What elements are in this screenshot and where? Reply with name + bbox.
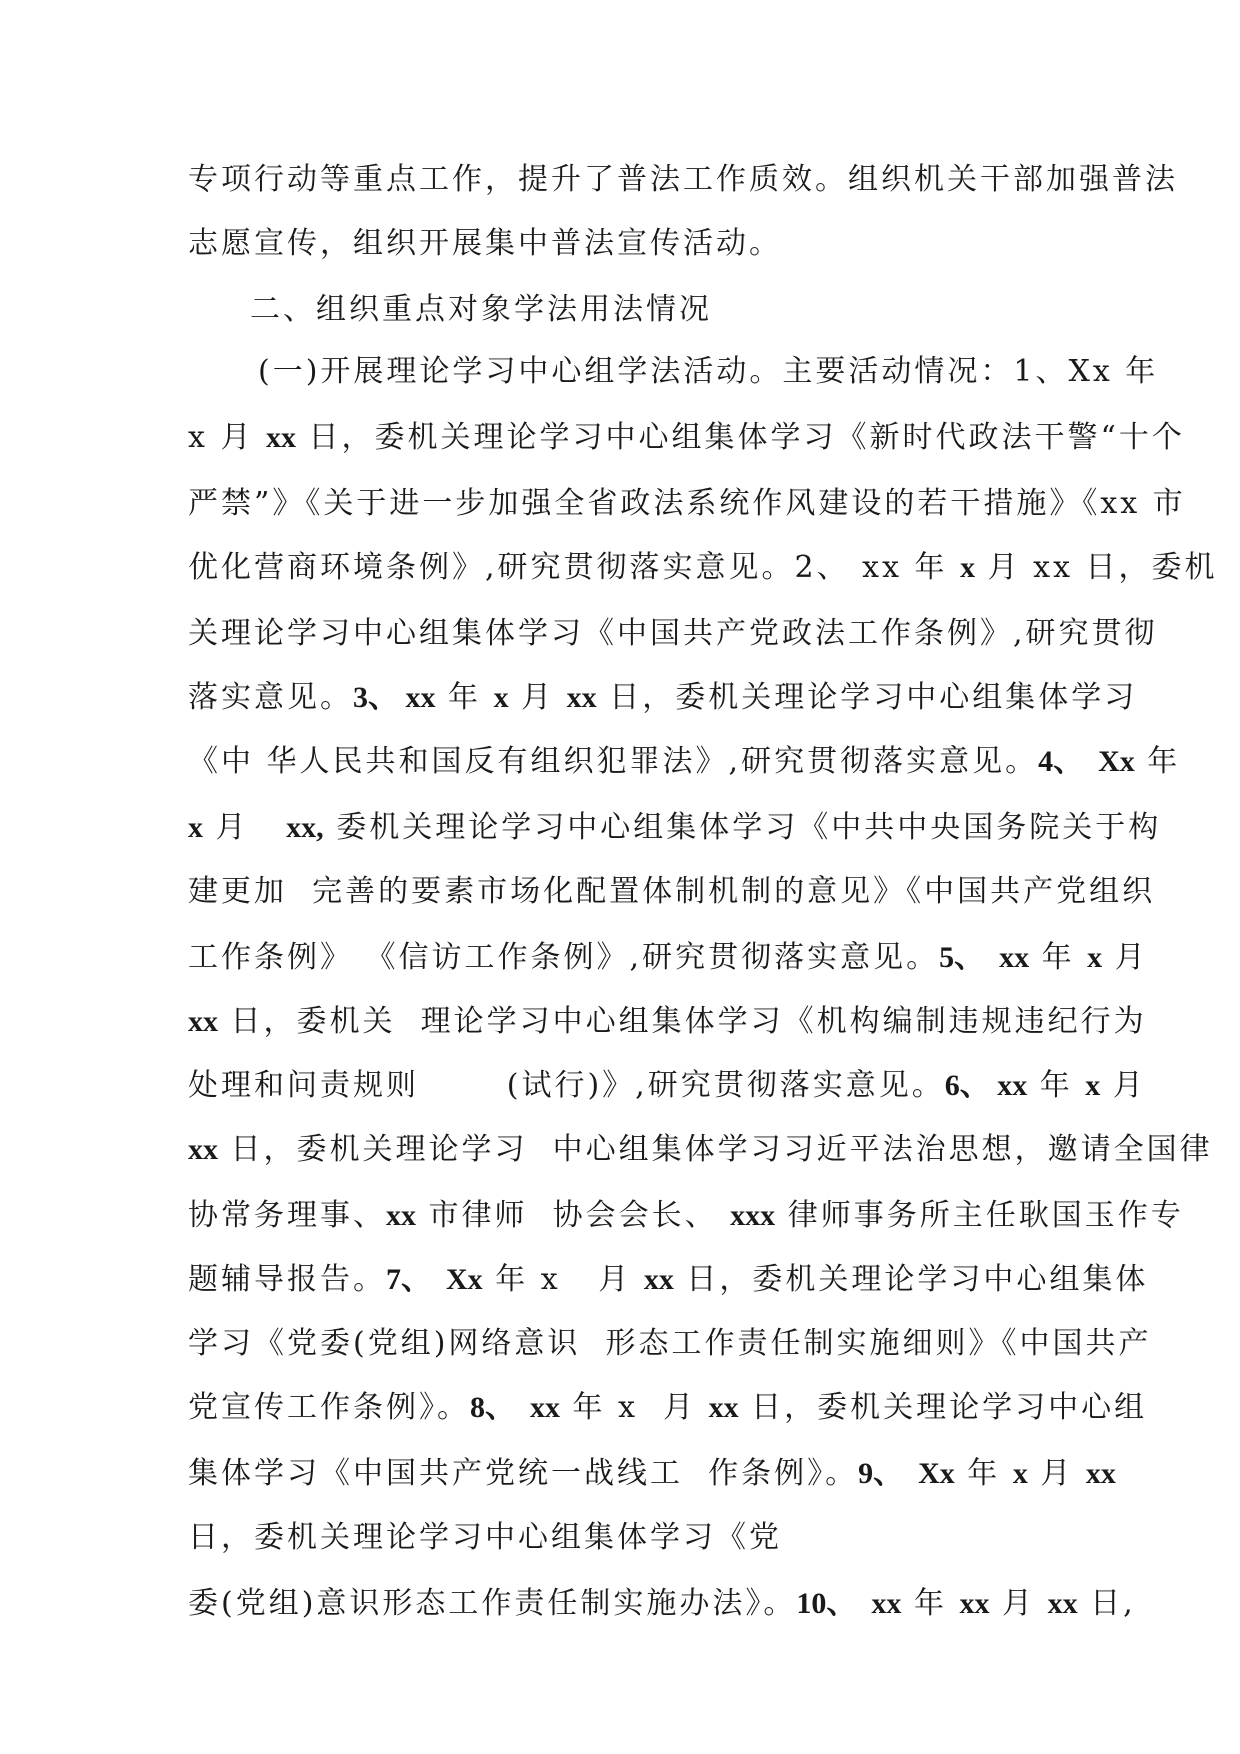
bold-text: 5、 xx xyxy=(939,941,1030,974)
bold-text: xx, xyxy=(286,811,324,844)
text-line xyxy=(188,929,1148,987)
bold-text: x xyxy=(1087,941,1103,974)
bold-text: xx xyxy=(1047,1587,1078,1620)
bold-text: x xyxy=(188,811,203,844)
text-span: 专项行动等重点工作，提升了普法工作质效。组织机关干部加强普法 xyxy=(188,162,1178,197)
text-span: 月 xyxy=(508,680,567,715)
text-span: 月 xyxy=(1100,1068,1146,1103)
bold-text: xx xyxy=(188,1005,218,1038)
text-line xyxy=(188,1445,1116,1503)
subsection-heading xyxy=(258,343,1159,401)
text-span: 月 xyxy=(1027,1456,1086,1491)
text-span: 日，委机关理论学习 中心组集体学习习近平法治思想，邀请全国律 xyxy=(218,1132,1213,1167)
text-span: 日，委机关理论学习中心组集体学习《党 xyxy=(188,1520,782,1555)
bold-text: xxx xyxy=(730,1199,776,1232)
text-span: 日，委机关理论学习中心组集体学习 xyxy=(596,680,1138,715)
text-line xyxy=(188,669,1138,727)
text-line xyxy=(188,1575,1136,1633)
text-span: 月 xyxy=(203,810,287,845)
text-line xyxy=(188,409,1185,467)
text-span: 年 xyxy=(954,1456,1013,1491)
text-line xyxy=(188,151,1178,209)
bold-text: x xyxy=(493,681,509,714)
text-span: 月 xyxy=(989,1586,1048,1621)
text-span: 严禁”》《关于进一步加强全省政法系统作风建设的若干措施》《xx 市 xyxy=(188,486,1186,521)
bold-text: x xyxy=(1012,1457,1028,1490)
text-span: 关理论学习中心组集体学习《中国共产党政法工作条例》,研究贯彻 xyxy=(188,616,1158,651)
text-span: 律师事务所主任耿国玉作专 xyxy=(775,1198,1184,1233)
bold-text: x xyxy=(1085,1069,1101,1102)
text-span: 日，委机关理论学习中心组集体学习《新时代政法干警“十个 xyxy=(296,420,1185,455)
text-line xyxy=(188,1251,1149,1309)
text-span: 委机关理论学习中心组集体学习《中共中央国务院关于构 xyxy=(323,810,1162,845)
text-span: 月 xx 日，委机 xyxy=(975,550,1218,585)
text-line xyxy=(188,605,1158,663)
bold-text: 6、 xx xyxy=(944,1069,1028,1102)
bold-text: 9、 Xx xyxy=(858,1457,955,1490)
bold-text: 4、 Xx xyxy=(1038,745,1135,778)
text-line xyxy=(188,863,1156,921)
bold-text: xx xyxy=(266,421,296,454)
text-span: 协常务理事、 xyxy=(188,1198,386,1233)
bold-text: 10、 xx xyxy=(796,1587,902,1620)
text-line xyxy=(188,215,1068,273)
text-span: 年 xyxy=(435,680,494,715)
text-span: 集体学习《中国共产党统一战线工 作条例》。 xyxy=(188,1456,859,1491)
text-span: 年 xyxy=(901,1586,960,1621)
text-span: 年 x 月 xyxy=(560,1390,709,1425)
text-line xyxy=(188,1379,1148,1437)
text-span: 题辅导报告。 xyxy=(188,1262,386,1297)
text-span: 处理和问责规则 (试行)》,研究贯彻落实意见。 xyxy=(188,1068,945,1103)
bold-text: xx xyxy=(566,681,597,714)
text-line xyxy=(188,993,1147,1051)
bold-text: xx xyxy=(643,1263,674,1296)
bold-text: xx xyxy=(188,1133,218,1166)
section-heading xyxy=(250,281,1130,339)
bold-text: 7、 Xx xyxy=(386,1263,483,1296)
bold-text: xx xyxy=(1085,1457,1116,1490)
text-line xyxy=(188,1057,1146,1115)
text-span: 日，委机关 理论学习中心组集体学习《机构编制违规违纪行为 xyxy=(218,1004,1147,1039)
text-span: 建更加 完善的要素市场化配置体制机制的意见》《中国共产党组织 xyxy=(188,874,1156,909)
bold-text: xx xyxy=(386,1199,416,1232)
text-span: 落实意见。 xyxy=(188,680,353,715)
text-span: (一)开展理论学习中心组学法活动。主要活动情况：1、Xx 年 xyxy=(258,354,1159,389)
bold-text: 8、 xx xyxy=(470,1391,560,1424)
text-span: 年 xyxy=(1029,940,1088,975)
text-span: 志愿宣传，组织开展集中普法宣传活动。 xyxy=(188,226,782,261)
text-line xyxy=(188,1121,1213,1179)
text-span: 日，委机关理论学习中心组集体 xyxy=(673,1262,1149,1297)
bold-text: xx xyxy=(708,1391,739,1424)
text-span: 年 xyxy=(1027,1068,1086,1103)
bold-text: x xyxy=(960,551,976,584)
text-span: 二、组织重点对象学法用法情况 xyxy=(250,292,712,327)
text-line xyxy=(188,539,1218,597)
text-span: 日, xyxy=(1077,1586,1136,1621)
bold-text: xx xyxy=(959,1587,990,1620)
text-line xyxy=(188,733,1181,791)
text-line xyxy=(188,799,1162,857)
text-line xyxy=(188,1187,1184,1245)
text-span: 市律师 协会会长、 xyxy=(416,1198,731,1233)
text-span: 《中 华人民共和国反有组织犯罪法》,研究贯彻落实意见。 xyxy=(188,744,1039,779)
text-span: 日，委机关理论学习中心组 xyxy=(738,1390,1148,1425)
text-span: 年 xyxy=(1134,744,1181,779)
text-span: 年 x 月 xyxy=(482,1262,644,1297)
text-span: 委(党组)意识形态工作责任制实施办法》。 xyxy=(188,1586,797,1621)
text-span: 学习《党委(党组)网络意识 形态工作责任制实施细则》《中国共产 xyxy=(188,1326,1152,1361)
text-span: 工作条例》 《信访工作条例》,研究贯彻落实意见。 xyxy=(188,940,940,975)
bold-text: 3、 xx xyxy=(353,681,436,714)
text-span: 优化营商环境条例》,研究贯彻落实意见。2、 xx 年 xyxy=(188,550,961,585)
text-line xyxy=(188,1509,1068,1567)
text-span: 党宣传工作条例》。 xyxy=(188,1390,470,1425)
text-line xyxy=(188,475,1186,533)
text-span: 月 xyxy=(1102,940,1148,975)
text-line xyxy=(188,1315,1152,1373)
text-span: x 月 xyxy=(188,420,266,455)
